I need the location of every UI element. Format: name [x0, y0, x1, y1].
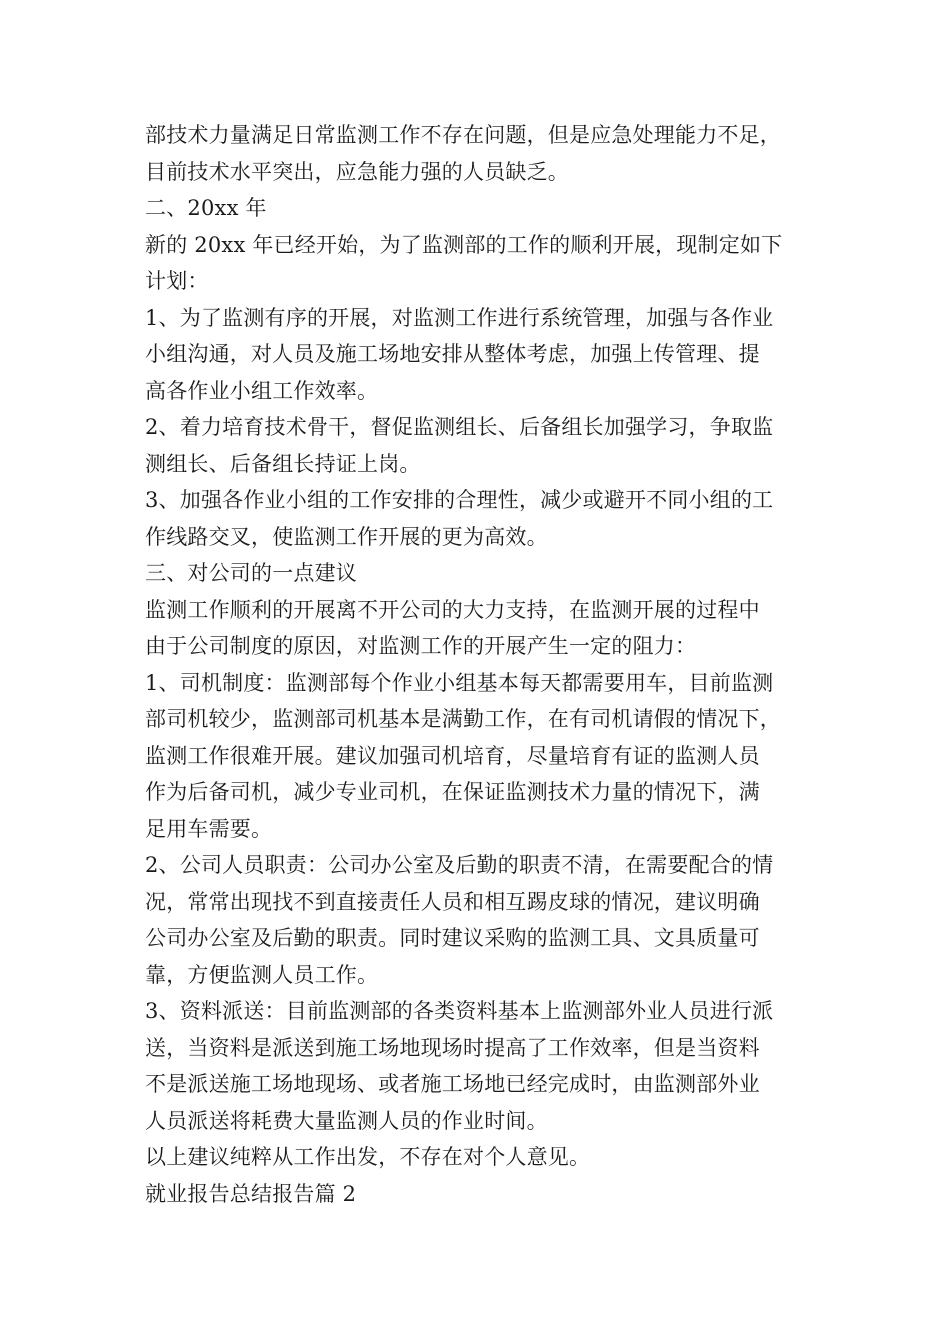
text-line: 部司机较少，监测部司机基本是满勤工作，在有司机请假的情况下，	[145, 707, 781, 731]
text-line: 测组长、后备组长持证上岗。	[145, 451, 421, 476]
list-item: 1、司机制度：监测部每个作业小组基本每天都需要用车，目前监测	[145, 670, 774, 695]
text-line: 高各作业小组工作效率。	[145, 378, 379, 403]
text-line: 足用车需要。	[145, 816, 273, 841]
list-item: 2、公司人员职责：公司办公室及后勤的职责不清，在需要配合的情	[145, 853, 774, 877]
text-line: 人员派送将耗费大量监测人员的作业时间。	[145, 1108, 548, 1133]
text-line: 计划：	[145, 269, 209, 293]
text-line: 目前技术水平突出，应急能力强的人员缺乏。	[145, 159, 569, 184]
text-line: 作线路交叉，使监测工作开展的更为高效。	[145, 524, 548, 549]
list-item: 2、着力培育技术骨干，督促监测组长、后备组长加强学习，争取监	[145, 415, 774, 439]
text-line: 靠，方便监测人员工作。	[145, 962, 379, 987]
text-line: 监测工作顺利的开展离不开公司的大力支持，在监测开展的过程中	[145, 597, 760, 622]
text-line: 以上建议纯粹从工作出发，不存在对个人意见。	[145, 1145, 591, 1169]
document-body	[145, 117, 825, 1212]
text-line: 公司办公室及后勤的职责。同时建议采购的监测工具、文具质量可	[145, 926, 760, 950]
list-item: 3、资料派送：目前监测部的各类资料基本上监测部外业人员进行派	[145, 999, 774, 1023]
section-heading: 三、对公司的一点建议	[145, 561, 357, 585]
text-line: 况，常常出现找不到直接责任人员和相互踢皮球的情况，建议明确	[145, 889, 760, 914]
section-heading: 就业报告总结报告篇 2	[145, 1181, 357, 1206]
text-line: 由于公司制度的原因，对监测工作的开展产生一定的阻力：	[145, 634, 697, 658]
text-line: 小组沟通，对人员及施工场地安排从整体考虑，加强上传管理、提	[145, 342, 760, 366]
text-line: 部技术力量满足日常监测工作不存在问题，但是应急处理能力不足，	[145, 123, 781, 147]
section-heading: 二、20xx 年	[145, 196, 267, 220]
text-line: 送，当资料是派送到施工场地现场时提高了工作效率，但是当资料	[145, 1035, 760, 1060]
list-item: 3、加强各作业小组的工作安排的合理性，减少或避开不同小组的工	[145, 488, 774, 512]
text-line: 新的 20xx 年已经开始，为了监测部的工作的顺利开展，现制定如下	[145, 232, 783, 257]
text-line: 不是派送施工场地现场、或者施工场地已经完成时，由监测部外业	[145, 1072, 760, 1096]
list-item: 1、为了监测有序的开展，对监测工作进行系统管理，加强与各作业	[145, 305, 774, 330]
text-line: 作为后备司机，减少专业司机，在保证监测技术力量的情况下，满	[145, 780, 760, 804]
text-line: 监测工作很难开展。建议加强司机培育，尽量培育有证的监测人员	[145, 743, 760, 768]
